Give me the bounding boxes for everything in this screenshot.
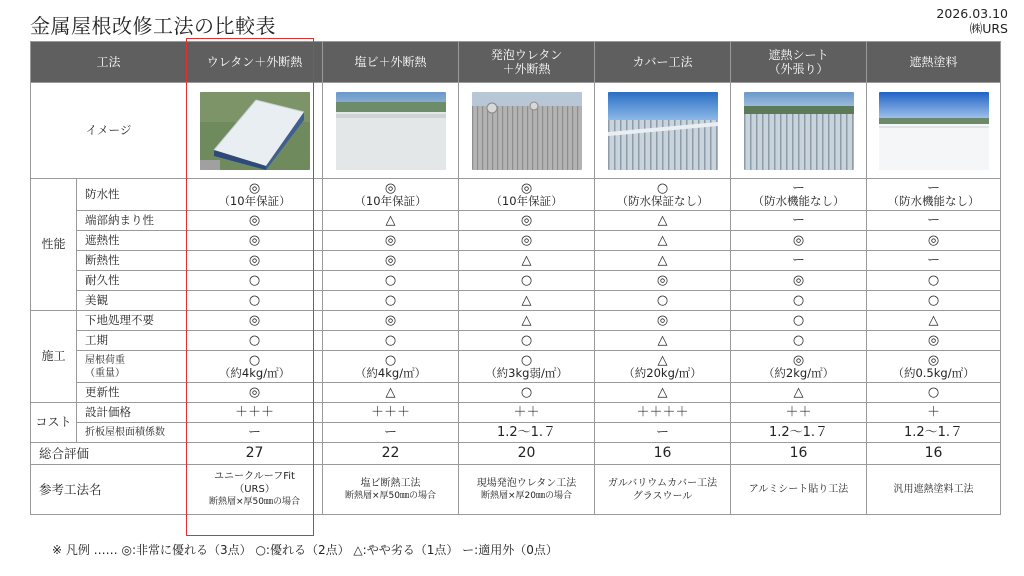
rating-cell: [323, 179, 459, 211]
reference-condition: 断熱層×厚50㎜の場合: [209, 497, 301, 507]
rating-symbol: ー: [792, 180, 806, 196]
table-row: [31, 383, 1001, 403]
rating-cell: [187, 211, 323, 231]
category-label: 施工: [31, 311, 77, 403]
rating-symbol: 1.2〜1.７: [903, 425, 964, 440]
roof-photo-cover-icon: [608, 92, 718, 170]
reference-method-name: ユニークルーフFit: [214, 471, 295, 482]
rating-note: （10年保証）: [490, 193, 563, 208]
rating-cell: [595, 311, 731, 331]
reference-method: [459, 465, 595, 515]
reference-method-name: アルミシート貼り工法: [748, 484, 849, 495]
rating-symbol: ○: [248, 273, 261, 288]
rating-cell: [459, 211, 595, 231]
rating-symbol: ー: [384, 425, 398, 440]
rating-cell: [731, 231, 867, 251]
rating-symbol: ◎: [384, 180, 397, 196]
rating-symbol: ○: [520, 273, 533, 288]
reference-label: 参考工法名: [31, 465, 187, 515]
roof-photo-foam-urethane-icon: [472, 92, 582, 170]
table-row: [31, 403, 1001, 423]
rating-symbol: ◎: [248, 385, 261, 400]
reference-method: [867, 465, 1001, 515]
rating-cell: [187, 271, 323, 291]
rating-symbol: ◎: [384, 233, 397, 248]
reference-method-name: 現場発泡ウレタン工法: [476, 477, 577, 489]
rating-symbol: ー: [927, 213, 941, 228]
row-label: 遮熱性: [77, 231, 187, 251]
rating-symbol: △: [657, 213, 668, 228]
rating-cell: [867, 211, 1001, 231]
rating-cell: [459, 403, 595, 423]
row-label: 工期: [77, 331, 187, 351]
rating-cell: [459, 291, 595, 311]
row-label: 端部納まり性: [77, 211, 187, 231]
rating-symbol: ◎: [248, 180, 261, 196]
rating-cell: [595, 231, 731, 251]
reference-method: [323, 465, 459, 515]
rating-symbol: ○: [248, 293, 261, 308]
rating-cell: [459, 423, 595, 443]
rating-note: （約3kg弱/㎡）: [485, 365, 568, 380]
total-score: 27: [187, 443, 323, 465]
reference-method-name: 塩ビ断熱工法: [360, 477, 421, 489]
image-row: [31, 83, 1001, 179]
rating-symbol: ＋＋: [785, 405, 812, 420]
header-row: [31, 42, 1001, 83]
rating-cell: [731, 291, 867, 311]
rating-cell: [323, 231, 459, 251]
rating-symbol: △: [385, 213, 396, 228]
rating-symbol: ○: [656, 293, 669, 308]
table-row: [31, 311, 1001, 331]
header-line: 塩ビ＋外断熱: [354, 55, 427, 69]
rating-symbol: ◎: [927, 352, 940, 368]
rating-symbol: ◎: [792, 233, 805, 248]
rating-cell: [187, 403, 323, 423]
rating-cell: [187, 179, 323, 211]
rating-note: （約4kg/㎡）: [218, 365, 291, 380]
rating-note: （10年保証）: [218, 193, 291, 208]
rating-symbol: △: [657, 233, 668, 248]
header-line: ウレタン＋外断熱: [206, 55, 303, 69]
rating-symbol: △: [657, 385, 668, 400]
rating-cell: [323, 331, 459, 351]
rating-symbol: ○: [384, 293, 397, 308]
rating-symbol: ◎: [927, 333, 940, 348]
rating-symbol: ー: [792, 213, 806, 228]
rating-symbol: ＋＋＋: [235, 405, 275, 420]
table-row: [31, 251, 1001, 271]
rating-symbol: ○: [792, 333, 805, 348]
rating-cell: [867, 271, 1001, 291]
rating-symbol: 1.2〜1.７: [768, 425, 829, 440]
table-row: [31, 291, 1001, 311]
document-meta: [936, 6, 1008, 36]
image-cell: [459, 83, 595, 179]
row-label: 耐久性: [77, 271, 187, 291]
category-label: コスト: [31, 403, 77, 443]
rating-symbol: ○: [520, 333, 533, 348]
rating-cell: [323, 383, 459, 403]
rating-symbol: ◎: [520, 180, 533, 196]
rating-symbol: ◎: [248, 313, 261, 328]
reference-method-name: 汎用遮熱塗料工法: [893, 484, 974, 495]
rating-symbol: ◎: [384, 253, 397, 268]
image-cell: [731, 83, 867, 179]
rating-cell: [595, 271, 731, 291]
reference-condition: 断熱層×厚50㎜の場合: [345, 490, 437, 501]
rating-symbol: ー: [792, 253, 806, 268]
reference-row: [31, 465, 1001, 515]
rating-cell: [459, 351, 595, 383]
rating-cell: [323, 291, 459, 311]
rating-cell: [323, 311, 459, 331]
rating-symbol: ◎: [248, 233, 261, 248]
rating-symbol: ○: [384, 352, 397, 368]
reference-method: [595, 465, 731, 515]
rating-symbol: △: [793, 385, 804, 400]
rating-cell: [731, 423, 867, 443]
row-label: イメージ: [31, 83, 187, 179]
image-cell: [187, 83, 323, 179]
rating-symbol: ○: [384, 333, 397, 348]
category-label: 性能: [31, 179, 77, 311]
rating-cell: [731, 331, 867, 351]
total-score: 16: [595, 443, 731, 465]
rating-symbol: ◎: [792, 273, 805, 288]
rating-symbol: ○: [656, 180, 669, 196]
rating-cell: [459, 271, 595, 291]
table-row: [31, 351, 1001, 383]
rating-cell: [595, 331, 731, 351]
reference-condition: 断熱層×厚20㎜の場合: [481, 490, 573, 501]
document-date: 2026.03.10: [936, 6, 1008, 21]
rating-cell: [459, 179, 595, 211]
rating-symbol: ◎: [520, 213, 533, 228]
rating-cell: [595, 251, 731, 271]
total-score: 16: [731, 443, 867, 465]
row-label: 防水性: [77, 179, 187, 211]
rating-cell: [731, 271, 867, 291]
rating-symbol: ー: [248, 425, 262, 440]
rating-symbol: ◎: [248, 253, 261, 268]
rating-cell: [595, 351, 731, 383]
rating-cell: [459, 311, 595, 331]
rating-symbol: ○: [927, 293, 940, 308]
column-header: [459, 42, 595, 83]
row-label: 折板屋根面積係数: [77, 423, 187, 443]
table-row: [31, 231, 1001, 251]
header-line: カバー工法: [632, 55, 693, 69]
header-line: 遮熱シート: [768, 48, 829, 62]
rating-cell: [187, 291, 323, 311]
table-row: [31, 179, 1001, 211]
total-row: [31, 443, 1001, 465]
total-score: 22: [323, 443, 459, 465]
rating-symbol: △: [521, 293, 532, 308]
row-label: 下地処理不要: [77, 311, 187, 331]
reference-method: [187, 465, 323, 515]
rating-cell: [867, 231, 1001, 251]
reference-method-name: グラスウール: [632, 490, 693, 502]
rating-symbol: △: [657, 352, 668, 368]
rating-cell: [187, 311, 323, 331]
total-score: 20: [459, 443, 595, 465]
rating-cell: [187, 251, 323, 271]
rating-cell: [867, 383, 1001, 403]
method-header: 工法: [31, 42, 187, 83]
rating-symbol: ○: [384, 273, 397, 288]
rating-note: （約20kg/㎡）: [623, 365, 702, 380]
table-row: [31, 423, 1001, 443]
row-label: 更新性: [77, 383, 187, 403]
rating-cell: [595, 423, 731, 443]
rating-note: （約4kg/㎡）: [354, 365, 427, 380]
rating-cell: [867, 423, 1001, 443]
row-label: 美観: [77, 291, 187, 311]
column-header: [595, 42, 731, 83]
rating-cell: [731, 251, 867, 271]
header-line: ＋外断熱: [502, 62, 551, 76]
table-row: [31, 211, 1001, 231]
column-header: [323, 42, 459, 83]
rating-cell: [459, 231, 595, 251]
rating-symbol: ◎: [520, 233, 533, 248]
column-header: [867, 42, 1001, 83]
rating-symbol: △: [928, 313, 939, 328]
image-cell: [323, 83, 459, 179]
rating-cell: [323, 403, 459, 423]
rating-symbol: ○: [520, 385, 533, 400]
rating-cell: [459, 383, 595, 403]
rating-note: （10年保証）: [354, 193, 427, 208]
reference-method: [731, 465, 867, 515]
comparison-table: [30, 41, 1001, 515]
reference-method-name: ガルバリウムカバー工法: [607, 477, 718, 489]
rating-cell: [595, 403, 731, 423]
header-line: 遮熱塗料: [909, 55, 958, 69]
rating-symbol: △: [385, 385, 396, 400]
rating-cell: [187, 351, 323, 383]
header-line: （外張り）: [768, 62, 829, 76]
image-cell: [595, 83, 731, 179]
rating-symbol: ー: [927, 180, 941, 196]
rating-symbol: △: [657, 253, 668, 268]
roof-photo-urethane-icon: [200, 92, 310, 170]
table-row: [31, 331, 1001, 351]
rating-symbol: ○: [248, 333, 261, 348]
rating-note: （約0.5kg/㎡）: [892, 365, 975, 380]
rating-symbol: ＋＋: [513, 405, 540, 420]
rating-cell: [867, 311, 1001, 331]
total-score: 16: [867, 443, 1001, 465]
rating-cell: [595, 211, 731, 231]
rating-cell: [595, 179, 731, 211]
rating-cell: [187, 383, 323, 403]
rating-cell: [459, 251, 595, 271]
rating-symbol: △: [521, 313, 532, 328]
rating-cell: [731, 351, 867, 383]
rating-cell: [731, 179, 867, 211]
rating-symbol: ＋＋＋＋: [636, 405, 689, 420]
total-label: 総合評価: [31, 443, 187, 465]
rating-symbol: 1.2〜1.７: [496, 425, 557, 440]
image-cell: [867, 83, 1001, 179]
rating-note: （防水保証なし）: [616, 193, 709, 208]
roof-photo-pvc-icon: [336, 92, 446, 170]
rating-cell: [323, 423, 459, 443]
company-name: ㈱URS: [969, 21, 1008, 36]
column-header: [187, 42, 323, 83]
rating-symbol: ○: [927, 385, 940, 400]
rating-symbol: ○: [792, 313, 805, 328]
rating-symbol: ＋＋＋: [371, 405, 411, 420]
rating-cell: [867, 179, 1001, 211]
rating-symbol: ＋: [927, 405, 941, 420]
rating-note: （防水機能なし）: [887, 193, 980, 208]
rating-cell: [867, 351, 1001, 383]
rating-cell: [323, 271, 459, 291]
rating-symbol: △: [657, 333, 668, 348]
rating-cell: [867, 291, 1001, 311]
rating-cell: [595, 383, 731, 403]
rating-symbol: ◎: [248, 213, 261, 228]
rating-cell: [731, 311, 867, 331]
row-label: 設計価格: [77, 403, 187, 423]
rating-symbol: ○: [248, 352, 261, 368]
page-title: 金属屋根改修工法の比較表: [30, 14, 276, 38]
row-label: 断熱性: [77, 251, 187, 271]
header-line: 発泡ウレタン: [490, 48, 563, 62]
rating-symbol: △: [521, 253, 532, 268]
rating-symbol: ◎: [792, 352, 805, 368]
table-row: [31, 271, 1001, 291]
rating-symbol: ー: [927, 253, 941, 268]
rating-cell: [867, 331, 1001, 351]
rating-note: （約2kg/㎡）: [762, 365, 835, 380]
rating-symbol: ◎: [656, 313, 669, 328]
rating-cell: [187, 331, 323, 351]
legend: ※ 凡例 …… ◎:非常に優れる（3点） ○:優れる（2点） △:やや劣る（1点） ー:適用外（0点）: [52, 543, 558, 557]
rating-cell: [867, 251, 1001, 271]
roof-photo-heat-sheet-icon: [744, 92, 854, 170]
rating-cell: [187, 423, 323, 443]
rating-cell: [323, 211, 459, 231]
rating-cell: [595, 291, 731, 311]
rating-symbol: ○: [927, 273, 940, 288]
column-header: [731, 42, 867, 83]
rating-cell: [731, 403, 867, 423]
rating-symbol: ◎: [384, 313, 397, 328]
rating-cell: [731, 211, 867, 231]
rating-cell: [731, 383, 867, 403]
rating-cell: [459, 331, 595, 351]
rating-note: （防水機能なし）: [752, 193, 845, 208]
rating-symbol: ◎: [656, 273, 669, 288]
rating-symbol: ー: [656, 425, 670, 440]
rating-cell: [323, 251, 459, 271]
rating-cell: [323, 351, 459, 383]
row-label: 屋根荷重 （重量）: [77, 351, 187, 383]
rating-symbol: ○: [520, 352, 533, 368]
rating-symbol: ◎: [927, 233, 940, 248]
rating-symbol: ○: [792, 293, 805, 308]
reference-method-name: （URS）: [234, 484, 275, 495]
rating-cell: [867, 403, 1001, 423]
rating-cell: [187, 231, 323, 251]
roof-photo-heat-paint-icon: [879, 92, 989, 170]
